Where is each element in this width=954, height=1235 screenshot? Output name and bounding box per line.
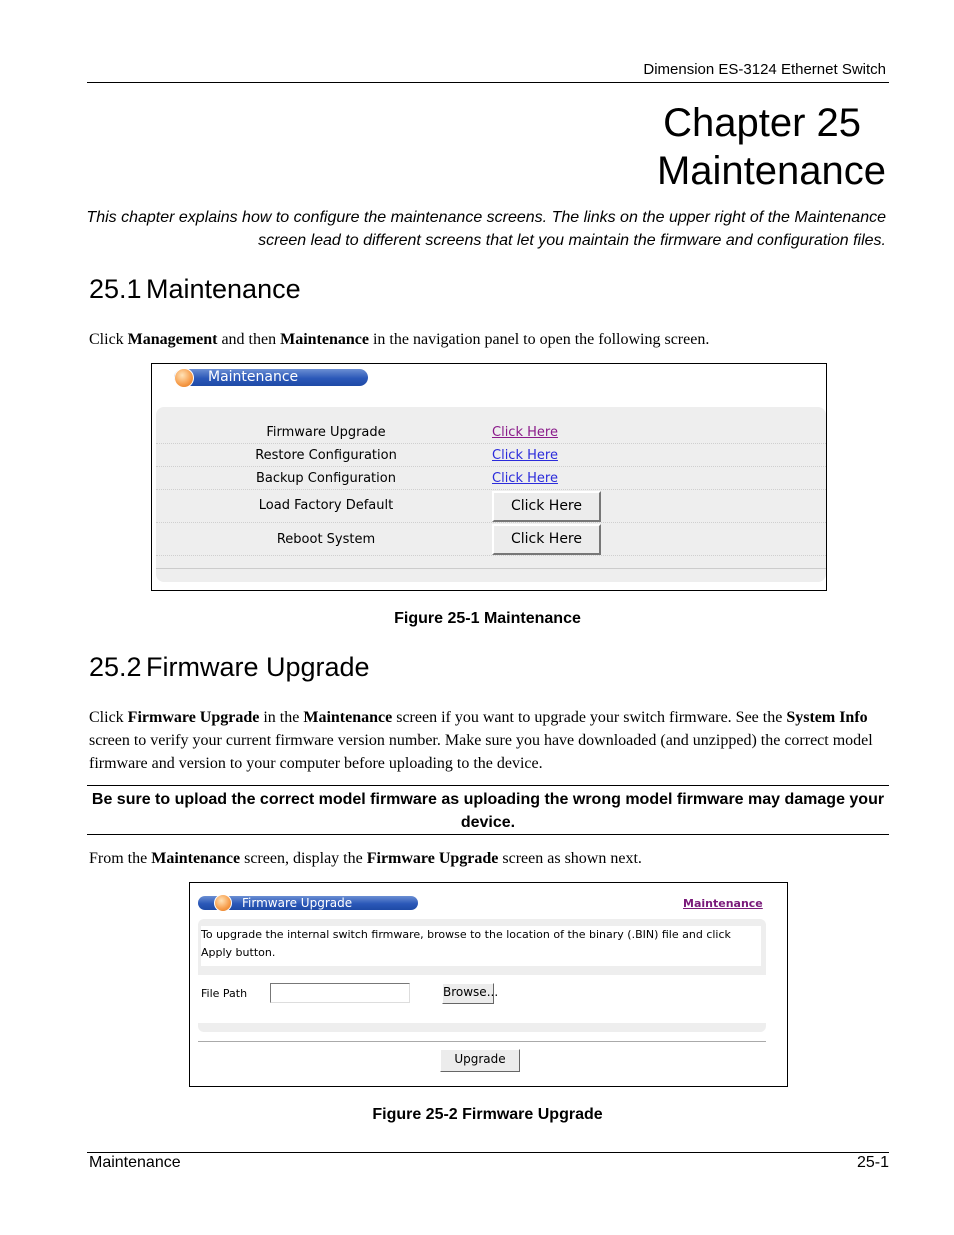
maintenance-row [156,490,826,523]
load-factory-default-button[interactable]: Click Here [492,491,601,522]
warning-note: Be sure to upload the correct model firmware as uploading the wrong model firmware may damage your device. [87,785,889,835]
chapter-intro: This chapter explains how to configure the maintenance screens. The links on the upper right of the Maintenance screen lead to different screens that let you maintain the firmware and configuration files. [86,209,886,249]
file-path-label: File Path [201,987,248,1000]
screen-title-bar [174,369,368,386]
orb-icon [174,368,194,388]
section-number: 25.1 [89,274,142,304]
figure-caption-1: Figure 25-1 Maintenance [394,610,581,627]
header-rule [87,82,889,83]
file-path-row [198,975,766,1023]
panel-divider [156,568,826,569]
footer-left: Maintenance [89,1154,181,1171]
section-paragraph: Click Firmware Upgrade in the Maintenance screen if you want to upgrade your switch firmware. See the System Info screen to verify your current firmware version number. Make sure you have downloaded (and unzipped) the correct model firmware and version to your computer before uploading to the device. [89,709,873,772]
chapter-name: Maintenance [656,149,886,193]
section-title: Maintenance [146,274,301,304]
figure-firmware-upgrade-screenshot [189,882,788,1087]
file-path-input[interactable] [270,983,410,1003]
section-title: Firmware Upgrade [146,652,370,682]
section-number: 25.2 [89,652,142,682]
chapter-number: Chapter 25 [663,101,861,145]
row-label: Backup Configuration [256,471,396,486]
maintenance-row [156,467,826,490]
maintenance-row [156,444,826,467]
upgrade-instructions: To upgrade the internal switch firmware, browse to the location of the binary (.BIN) file and click Apply button. [201,926,761,966]
row-label: Firmware Upgrade [266,425,386,440]
panel-divider [198,1041,766,1042]
section-paragraph: Click Management and then Maintenance in the navigation panel to open the following screen. [89,331,710,348]
section-heading-firmware-upgrade [89,652,370,683]
restore-configuration-link[interactable]: Click Here [492,448,558,463]
upgrade-panel [198,919,766,1032]
figure-maintenance-screenshot [151,363,827,591]
firmware-upgrade-link[interactable]: Click Here [492,425,558,440]
figure-caption-2: Figure 25-2 Firmware Upgrade [372,1106,603,1123]
row-label: Reboot System [276,532,376,547]
browse-button[interactable]: Browse... [442,983,494,1004]
reboot-system-button[interactable]: Click Here [492,524,601,555]
maintenance-row [156,523,826,556]
section-paragraph-2: From the Maintenance screen, display the Firmware Upgrade screen as shown next. [89,850,642,867]
maintenance-panel [156,407,826,582]
backup-configuration-link[interactable]: Click Here [492,471,558,486]
running-header: Dimension ES-3124 Ethernet Switch [643,61,886,78]
upgrade-button[interactable]: Upgrade [440,1049,520,1072]
maintenance-row [156,421,826,444]
screen-title: Firmware Upgrade [242,896,353,910]
orb-icon [214,894,232,912]
section-heading-maintenance [89,274,301,305]
row-label: Load Factory Default [258,498,394,513]
footer-rule [87,1152,889,1153]
screen-title: Maintenance [208,369,299,385]
maintenance-link[interactable]: Maintenance [683,897,763,910]
row-label: Restore Configuration [255,448,397,463]
screen-title-bar [198,896,418,910]
chapter-title [657,99,886,195]
page-number: 25-1 [856,1154,889,1171]
